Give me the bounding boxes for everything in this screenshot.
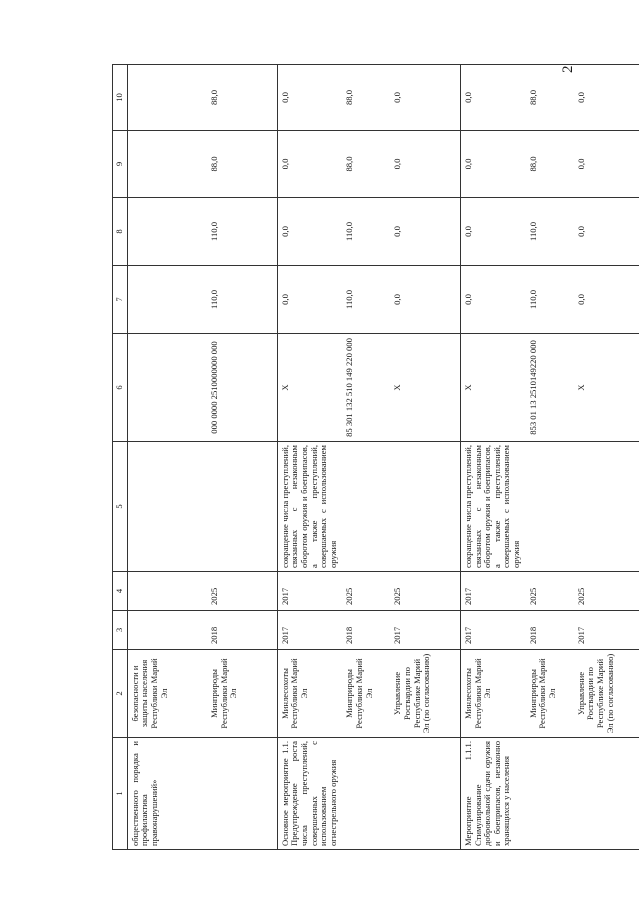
cell-executor: Минприроды Республики Марий Эл bbox=[526, 650, 574, 738]
cell-value: 0,0 bbox=[277, 266, 342, 334]
header-cell: 4 bbox=[113, 572, 128, 611]
cell-value: 0,0 bbox=[574, 65, 639, 131]
cell-start-year: 2017 bbox=[460, 611, 525, 650]
cell-result bbox=[207, 442, 277, 572]
cell-value bbox=[127, 198, 207, 266]
cell-value: 0,0 bbox=[574, 131, 639, 198]
cell-value: 88,0 bbox=[207, 65, 277, 131]
cell-value: 0,0 bbox=[390, 131, 460, 198]
cell-name bbox=[526, 738, 574, 850]
cell-end-year: 2025 bbox=[207, 572, 277, 611]
cell-name bbox=[207, 738, 277, 850]
cell-value: 0,0 bbox=[460, 131, 525, 198]
header-cell: 5 bbox=[113, 442, 128, 572]
header-row bbox=[113, 65, 128, 850]
program-table bbox=[112, 64, 639, 850]
cell-end-year: 2017 bbox=[460, 572, 525, 611]
cell-value: 0,0 bbox=[390, 65, 460, 131]
cell-value: 0,0 bbox=[460, 65, 525, 131]
cell-value: 0,0 bbox=[574, 266, 639, 334]
cell-start-year bbox=[127, 611, 207, 650]
cell-value: 88,0 bbox=[342, 65, 390, 131]
cell-value: 0,0 bbox=[277, 131, 342, 198]
cell-result bbox=[342, 442, 390, 572]
cell-result bbox=[127, 442, 207, 572]
cell-executor: безопасности и защиты населения Республики Марий Эл bbox=[127, 650, 207, 738]
cell-value: 0,0 bbox=[574, 198, 639, 266]
header-cell: 3 bbox=[113, 611, 128, 650]
header-cell: 2 bbox=[113, 650, 128, 738]
cell-budget-code: Х bbox=[390, 334, 460, 442]
header-cell: 8 bbox=[113, 198, 128, 266]
cell-result bbox=[526, 442, 574, 572]
cell-budget-code: 85 301 132 510 149 220 000 bbox=[342, 334, 390, 442]
cell-value: 88,0 bbox=[207, 131, 277, 198]
cell-budget-code bbox=[127, 334, 207, 442]
cell-value: 110,0 bbox=[207, 266, 277, 334]
cell-name: общественного порядка и профилактика правонарушений» bbox=[127, 738, 207, 850]
cell-value: 110,0 bbox=[526, 266, 574, 334]
cell-budget-code: 000 0000 2510000000 000 bbox=[207, 334, 277, 442]
table-row bbox=[342, 65, 390, 850]
header-cell: 9 bbox=[113, 131, 128, 198]
cell-value bbox=[127, 131, 207, 198]
cell-executor: Управление Росгвардии по Республике Марий Эл (по согласованию) bbox=[390, 650, 460, 738]
cell-start-year: 2018 bbox=[342, 611, 390, 650]
cell-value: 0,0 bbox=[390, 198, 460, 266]
cell-budget-code: Х bbox=[277, 334, 342, 442]
cell-end-year: 2025 bbox=[526, 572, 574, 611]
cell-value: 0,0 bbox=[390, 266, 460, 334]
cell-value: 110,0 bbox=[207, 198, 277, 266]
cell-result bbox=[574, 442, 639, 572]
cell-result: сокращение числа преступлений, связанных с незаконным оборотом оружия и боеприпасов, а также преступлений, совершаемых с использованием оружия bbox=[277, 442, 342, 572]
table-row bbox=[277, 65, 342, 850]
cell-start-year: 2018 bbox=[526, 611, 574, 650]
cell-name: Мероприятие 1.1.1. Стимулирование добровольной сдачи оружия и боеприпасов, незаконно хранящихся у населения bbox=[460, 738, 525, 850]
cell-name bbox=[342, 738, 390, 850]
cell-start-year: 2017 bbox=[390, 611, 460, 650]
page-number: 2 bbox=[560, 65, 576, 73]
cell-value: 110,0 bbox=[342, 198, 390, 266]
cell-executor: Минприроды Республики Марий Эл bbox=[207, 650, 277, 738]
cell-budget-code: Х bbox=[574, 334, 639, 442]
table-row bbox=[390, 65, 460, 850]
header-cell: 1 bbox=[113, 738, 128, 850]
cell-value: 0,0 bbox=[460, 266, 525, 334]
table-row bbox=[127, 65, 207, 850]
cell-name: Основное мероприятие 1.1. Предупреждение роста числа преступлений, совершенных с использованием огнестрельного оружия bbox=[277, 738, 342, 850]
cell-value: 88,0 bbox=[526, 131, 574, 198]
cell-executor: Минлесохоты Республики Марий Эл bbox=[460, 650, 525, 738]
cell-value: 0,0 bbox=[460, 198, 525, 266]
cell-result bbox=[390, 442, 460, 572]
cell-end-year: 2017 bbox=[277, 572, 342, 611]
cell-name bbox=[574, 738, 639, 850]
cell-result: сокращение числа преступлений, связанных с незаконным оборотом оружия и боеприпасов, а также преступлений, совершаемых с использованием оружия bbox=[460, 442, 525, 572]
table-body bbox=[127, 65, 639, 850]
table-row bbox=[207, 65, 277, 850]
cell-executor: Минлесохоты Республики Марий Эл bbox=[277, 650, 342, 738]
cell-start-year: 2017 bbox=[277, 611, 342, 650]
cell-value bbox=[127, 266, 207, 334]
cell-value bbox=[127, 65, 207, 131]
cell-value: 110,0 bbox=[342, 266, 390, 334]
table-row bbox=[574, 65, 639, 850]
header-cell: 10 bbox=[113, 65, 128, 131]
cell-name bbox=[390, 738, 460, 850]
header-cell: 7 bbox=[113, 266, 128, 334]
cell-executor: Управление Росгвардии по Республике Марий Эл (по согласованию) bbox=[574, 650, 639, 738]
table-row bbox=[526, 65, 574, 850]
cell-budget-code: 853 01 13 2510149220 000 bbox=[526, 334, 574, 442]
cell-value: 88,0 bbox=[526, 65, 574, 131]
cell-end-year: 2025 bbox=[574, 572, 639, 611]
cell-start-year: 2017 bbox=[574, 611, 639, 650]
cell-budget-code: Х bbox=[460, 334, 525, 442]
cell-value: 0,0 bbox=[277, 65, 342, 131]
cell-executor: Минприроды Республики Марий Эл bbox=[342, 650, 390, 738]
table-row bbox=[460, 65, 525, 850]
cell-end-year: 2025 bbox=[342, 572, 390, 611]
cell-start-year: 2018 bbox=[207, 611, 277, 650]
header-cell: 6 bbox=[113, 334, 128, 442]
cell-end-year bbox=[127, 572, 207, 611]
cell-value: 88,0 bbox=[342, 131, 390, 198]
cell-end-year: 2025 bbox=[390, 572, 460, 611]
table-header bbox=[113, 65, 128, 850]
cell-value: 110,0 bbox=[526, 198, 574, 266]
cell-value: 0,0 bbox=[277, 198, 342, 266]
